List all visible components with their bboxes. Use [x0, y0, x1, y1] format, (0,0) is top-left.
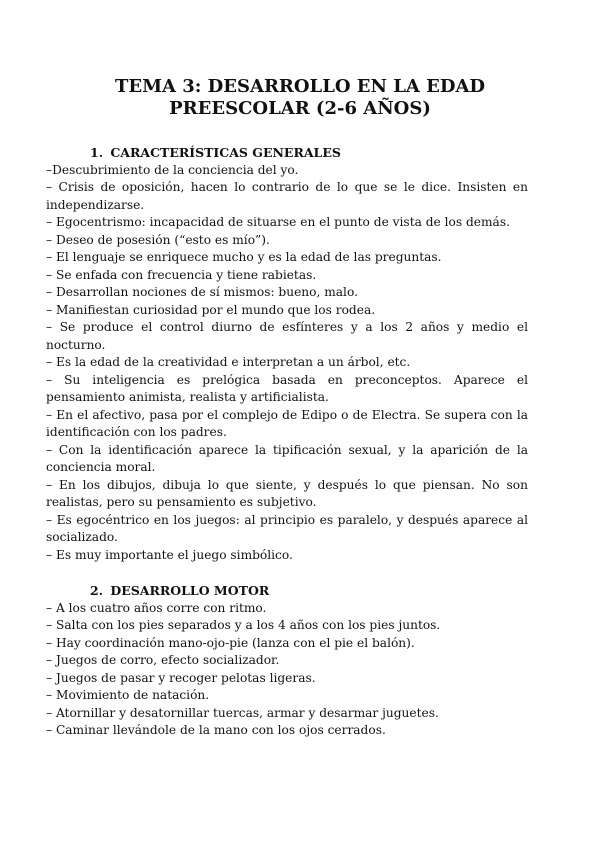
section-heading: [46, 582, 528, 600]
list-item: – Hay coordinación mano-ojo-pie (lanza con el pie el balón).: [46, 635, 415, 650]
title-line-2: PREESCOLAR (2-6 AÑOS): [169, 98, 431, 119]
section-heading-text: CARACTERÍSTICAS GENERALES: [110, 145, 341, 160]
list-item: – Caminar llevándole de la mano con los ojos cerrados.: [46, 723, 386, 737]
list-item: – Egocentrismo: incapacidad de situarse en el punto de vista de los demás.: [46, 215, 510, 229]
list-item: – Se enfada con frecuencia y tiene rabietas.: [46, 267, 317, 282]
list-item: – Salta con los pies separados y a los 4 años con los pies juntos.: [46, 618, 441, 632]
list-item: – En el afectivo, pasa por el complejo de Edipo o de Electra. Se supera con la identificación con los padres.: [46, 407, 528, 439]
section-desarrollo-motor: [46, 582, 528, 740]
characteristics-list: [46, 162, 528, 565]
list-item: – Es muy importante el juego simbólico.: [46, 547, 293, 562]
list-item: – Juegos de pasar y recoger pelotas ligeras.: [46, 670, 316, 685]
list-item: – Atornillar y desatornillar tuercas, armar y desarmar juguetes.: [46, 705, 439, 720]
list-item: –Descubrimiento de la conciencia del yo.: [46, 162, 299, 177]
list-item: – Es egocéntrico en los juegos: al principio es paralelo, y después aparece al socializado.: [46, 512, 528, 544]
list-item: – Se produce el control diurno de esfínteres y a los 2 años y medio el nocturno.: [46, 320, 528, 352]
list-item: – Es la edad de la creatividad e interpretan a un árbol, etc.: [46, 355, 411, 369]
list-item: – Manifiestan curiosidad por el mundo que los rodea.: [46, 302, 376, 317]
list-item: – Deseo de posesión (“esto es mío”).: [46, 232, 270, 247]
page-title: [0, 76, 600, 120]
section-number: 1.: [90, 145, 104, 160]
section-heading: [46, 144, 528, 162]
list-item: – El lenguaje se enriquece mucho y es la edad de las preguntas.: [46, 250, 442, 264]
list-item: – Juegos de corro, efecto socializador.: [46, 653, 280, 667]
section-number: 2.: [90, 583, 104, 598]
list-item: – Con la identificación aparece la tipificación sexual, y la aparición de la conciencia moral.: [46, 442, 528, 474]
list-item: – En los dibujos, dibuja lo que siente, y después lo que piensan. No son realistas, pero su pensamiento es subjetivo.: [46, 477, 528, 509]
list-item: – Su inteligencia es prelógica basada en preconceptos. Aparece el pensamiento animista, realista y artificialista.: [46, 372, 528, 404]
list-item: – Movimiento de natación.: [46, 688, 210, 702]
list-item: – A los cuatro años corre con ritmo.: [46, 600, 267, 615]
section-heading-text: DESARROLLO MOTOR: [110, 583, 270, 598]
list-item: – Desarrollan nociones de sí mismos: bueno, malo.: [46, 285, 358, 299]
section-caracteristicas-generales: [46, 144, 528, 564]
title-line-1: TEMA 3: DESARROLLO EN LA EDAD: [114, 76, 486, 97]
list-item: – Crisis de oposición, hacen lo contrario de lo que se le dice. Insisten en independizarse.: [46, 180, 528, 212]
motor-development-list: [46, 600, 528, 740]
